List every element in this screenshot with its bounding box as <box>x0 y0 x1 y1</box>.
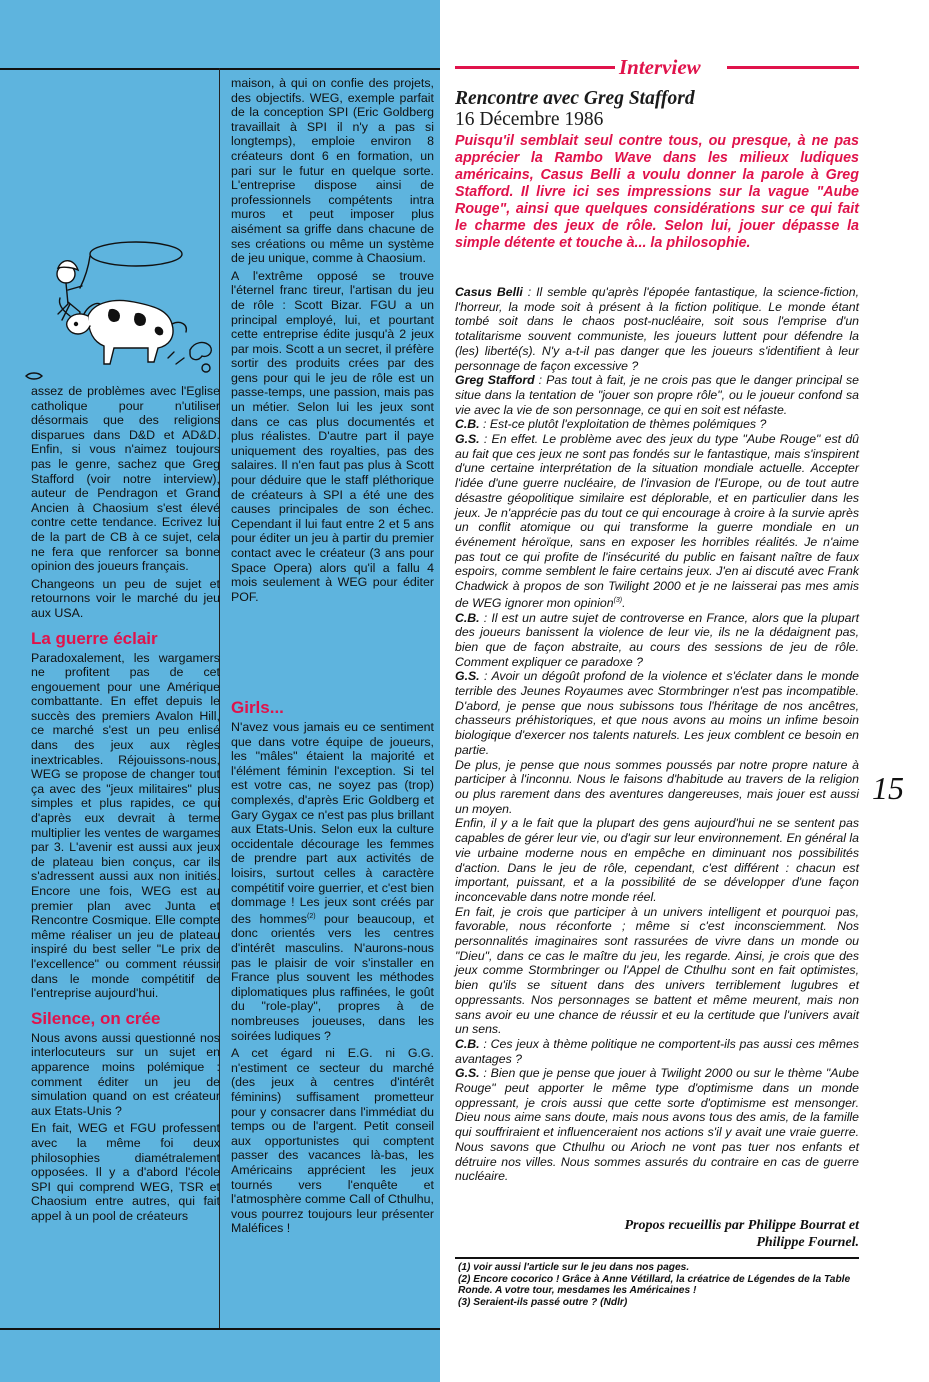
cowboy-riding-bull-illustration <box>18 240 218 386</box>
paragraph: Nous avons aussi questionné nos interlocuteurs sur un sujet en apparence moins polémique : comment éditer un jeu de simulation quand on est créateur aux Etats-Unis ? <box>31 1030 220 1118</box>
speaker-name: G.S. <box>455 1066 480 1081</box>
paragraph: A cet égard ni E.G. ni G.G. n'estiment ce secteur du marché (des jeux à centres d'intérêt féminins) suffisament prometteur pour y consacrer dans l'immédiat du temps ou de l'argent. Petit conseil aux opportunistes qui comptent passer des vacances là-bas, les Américains apprécient les jeux tournés vers l'enquête et l'atmosphère comme Call of Cthulhu, vous pourrez toujours leur présenter Maléfices ! <box>231 1046 434 1236</box>
speaker-name: C.B. <box>455 610 480 625</box>
footnote-rule <box>455 1257 859 1259</box>
interview-body <box>455 285 859 1184</box>
interview-intro: Puisqu'il semblait seul contre tous, ou presque, à ne pas apprécier la Rambo Wave dans les milieux ludiques américains, Casus Belli a voulu donner la parole à Greg Stafford. Il livre ici ses impressions sur la vague "Aube Rouge", ainsi que quelques considérations sur ce qui fait le charme des jeux de rôle. Selon lui, jouer dépasse la simple détente et touche à... la philosophie. <box>455 133 859 251</box>
section-heading: Girls... <box>231 698 284 717</box>
paragraph: Changeons un peu de sujet et retournons voir le marché du jeu aux USA. <box>31 576 220 620</box>
speaker-text: : Est-ce plutôt l'exploitation de thèmes polémiques ? <box>479 417 767 432</box>
paragraph: assez de problèmes avec l'Eglise catholique pour n'utiliser désormais que des religions disparues dans D&D et AD&D. Enfin, si vous n'aimez toujours pas le genre, sachez que Greg Stafford (voir notre interview), auteur de Pendragon et Grand Ancien à Chaosium s'est élevé contre cette tendance. Ecrivez lui de la part de CB à ce sujet, cela ne fera que renforcer sa bonne opinion des joueurs français. <box>31 384 220 574</box>
footnote: (1) voir aussi l'article sur le jeu dans nos pages. <box>458 1262 690 1273</box>
paragraph: En fait, WEG et FGU professent avec la même foi deux philosophies diamétralement opposées. Il y a d'abord l'école SPI qui comprend WEG, TSR et Chaosium entre autres, qui fait appel à un pool de créateurs <box>31 1121 220 1223</box>
bottom-rule <box>0 1328 440 1330</box>
byline-line-2: Philippe Fournel. <box>756 1235 859 1250</box>
speaker-text: De plus, je pense que nous sommes poussés par notre propre nature à participer à l'inconnu. Nous le faisons d'habitude au travers de la religion ou plus rarement dans des aventures dangereuses, mais jouer est aussi un moyen. <box>455 757 859 816</box>
section-banner <box>455 56 859 78</box>
speaker-text: : En effet. Le problème avec des jeux du type "Aube Rouge" est dû au fait que ces jeux ne sont pas fondés sur le fantastique, mais s'inspirent d'une certaine interprétation de la situation mondiale actuelle. Accepter l'idée d'une guerre nucléaire, de l'invasion de l'Europe, ou de tout autre désastre géopolitique similaire est déplorable, et en particulier dans les jeux. Je n'apprécie pas du tout ce qui encourage à croire à la survie après un conflit atomique ou qui transforme la guerre mondiale en un événement héroïque, sans en exposer les horribles réalités. Je n'aime pas tout ce qui profite de l'insécurité du public en faisant naître de faux espoirs, comme semblent le faire certains jeux. J'en ai discuté avec Frank Chadwick à propos de son Twilight 2000 et je ne laisserai pas mes amis de WEG ignorer mon opinion <box>455 432 859 610</box>
interview-paragraph <box>455 758 859 817</box>
footnote: (3) Seraient-ils passé outre ? (Ndlr) <box>458 1296 628 1308</box>
speaker-text: En fait, je crois que participer à un univers intelligent et pourquoi pas, favorable, nous réconforte ; même si c'est inconsciemment. Nos personnalités imaginaires sont rassurées de vivre dans un monde ou "Dieu", dans ce cas le maître du jeu, les regarde. Ainsi, je crois que des jeux comme Stormbringer ou l'Appel de Cthulhu sont en fait optimistes, bien qu'ils se situent dans des univers terriblement lugubres et oppressants. Nos personnages se battent et même meurent, mais non sans avoir eu une chance de réussir et eu la certitude que l'univers avait un sens. <box>455 904 859 1037</box>
paragraph: Paradoxalement, les wargamers ne profitent pas de cet engouement pour une Amérique combattante. En effet depuis le succès des premiers Avalon Hill, ce marché s'est un peu enlisé dans des jeux aux règles inextricables. Réjouissons-nous, WEG se propose de changer tout ça avec des "jeux militaires" plus simples et plus rapides, ce qui d'après eux devrait à terme multiplier les ventes de wargames par 3. L'avenir est aussi aux jeux de plateau bien conçus, car ils s'adressent aussi aux non initiés. Encore une fois, WEG est au premier plan avec Junta et Rencontre Cosmique. Elle compte même réaliser un jeu de plateau inspiré du best seller "Le prix de l'excellence" ou comment réussir dans le monde compétitif de l'entreprise aujourd'hui. <box>31 650 220 1001</box>
left-column-2-bottom <box>231 694 434 1239</box>
footnotes <box>458 1262 862 1308</box>
interview-title: Rencontre avec Greg Stafford <box>455 88 695 109</box>
interview-paragraph <box>455 417 859 432</box>
page-number: 15 <box>872 770 904 806</box>
left-column-2-top <box>231 76 434 607</box>
interview-paragraph <box>455 905 859 1037</box>
banner-rule-left <box>455 66 615 69</box>
speaker-text: : Ces jeux à thème politique ne comportent-ils pas aussi ces mêmes avantages ? <box>455 1036 859 1066</box>
paragraph <box>231 720 434 1043</box>
interview-paragraph <box>455 816 859 904</box>
left-column-1 <box>31 384 220 1226</box>
speaker-text: Enfin, il y a le fait que la plupart des gens aujourd'hui ne se sentent pas capables de gérer leur vie, ou d'agir sur leur environnement. En général la vie urbaine moderne nous en empêche en diminuant nos possibilités d'action. Dans le jeu de rôle, cependant, c'est différent : chacun est important, puissant, et a la possibilité de se développer d'une façon inconcevable dans notre monde réel. <box>455 816 859 904</box>
speaker-name: Casus Belli <box>455 285 523 299</box>
speaker-name: G.S. <box>455 669 480 684</box>
section-heading: La guerre éclair <box>31 628 158 648</box>
paragraph: A l'extrême opposé se trouve l'éternel franc tireur, l'artisan du jeu de rôle : Scott Bizar. FGU a un principal employé, lui, et pourtant cette entreprise édite jusqu'à 2 jeux par mois. Scott a un secret, il préfère sortir des produits crées par des gens pour qui le jeu de rôle est un passe-temps, une passion, mais pas un métier. Selon lui les jeux sont dans ce cas plus documentés et plus réalistes. D'autre part il paye uniquement des royalties, pas des salaires. Il n'en faut pas plus à Scott pour déduire que le staff pléthorique de créateurs à SPI a été une des causes principales de son échec. Cependant il lui faut entre 2 et 5 ans pour éditer un jeu à partir du premier contact avec le créateur (3 ans pour Space Opera) alors qu'il a fallu 4 mois seulement à WEG pour éditer POF. <box>231 268 434 604</box>
speaker-name: C.B. <box>455 417 480 432</box>
footnote-marker: (3) <box>613 596 623 604</box>
banner-label: Interview <box>619 55 701 79</box>
footnote-marker: (2) <box>306 912 316 920</box>
paragraph-text: pour beaucoup, et donc orientés vers les centres d'intérêt masculins. N'aurons-nous pas le plaisir de voir s'installer en France plus souvent les méthodes diplomatiques plus raffinées, le goût du "role-play", propres à de nombreuses joueuses, dans les soirées ludiques ? <box>231 911 435 1043</box>
interview-paragraph <box>455 285 859 373</box>
section-heading: Silence, on crée <box>31 1008 161 1028</box>
banner-rule-right <box>727 66 859 69</box>
speaker-text: : Bien que je pense que jouer à Twilight 2000 ou sur le thème "Aube Rouge" peut apporter le même type d'optimisme dans un monde oppressant, je crois aussi que cette sorte d'optimisme est mensonger. Dieu nous aime sans doute, mais nous avons tous des amis, de la famille qui souffriraient et influenceraient nos actions s'il y avait une vraie guerre. Nous savons que Cthulhu ou Arioch ne vont pas tuer nos enfants et détruire nos villes. Nous sommes assurés du contraire en cas de guerre nucléaire. <box>455 1066 859 1184</box>
interview-paragraph <box>455 432 859 611</box>
interview-date: 16 Décembre 1986 <box>455 109 604 130</box>
byline <box>510 1217 859 1251</box>
interview-paragraph <box>455 669 859 757</box>
speaker-text: : Pas tout à fait, je ne crois pas que le danger principal se situe dans la tentation de "jouer son propre rôle", ou le joueur confond sa vie avec la vie de son personnage, ce qui en soit est néfaste. <box>455 373 859 417</box>
byline-line-1: Propos recueillis par Philippe Bourrat et <box>624 1218 859 1233</box>
interview-paragraph <box>455 373 859 417</box>
speaker-text-end: . <box>622 595 626 610</box>
paragraph: maison, à qui on confie des projets, des objectifs. WEG, exemple parfait de la conception SPI (Eric Goldberg travaillait à SPI il n'y a pas si longtemps), emploie environ 8 créateurs dont 6 en formation, un pari sur le futur en quelque sorte. L'entreprise dispose ainsi de professionnels compétents intra muros et peut imposer plus aisément sa griffe dans chacune de ses créations ou même un système de jeu unique, comme à Chaosium. <box>231 76 434 266</box>
paragraph-text: N'avez vous jamais eu ce sentiment que dans votre équipe de joueurs, les "mâles" étaient la majorité et l'élément féminin l'exception. Si tel est votre cas, ne soyez pas (trop) complexés, d'après Eric Goldberg et Gary Gygax ce n'est pas plus brillant aux Etats-Unis. Selon eux la culture occidentale décourage les femmes de prendre part aux activités de loisirs, surtout celles à caractère compétitif voire guerrier, et c'est bien dommage ! Les jeux sont créés par des hommes <box>231 720 434 926</box>
footnote: (2) Encore cocorico ! Grâce à Anne Vétillard, la créatrice de Légendes de la Table Ronde. A votre tour, mesdames les Américaines ! <box>458 1273 851 1297</box>
interview-paragraph <box>455 1066 859 1184</box>
speaker-name: C.B. <box>455 1036 480 1051</box>
interview-paragraph <box>455 1037 859 1066</box>
speaker-text: : Avoir un dégoût profond de la violence et s'éclater dans le monde terrible des Jeunes Royaumes avec Stormbringer n'est pas incompatible. D'abord, je pense que nous subissons tous l'héritage de nos ancêtres, chasseurs préhistoriques, et que nous avons au moins un infime besoin biologique d'exercer nos talents naturels. Les jeux comblent ce besoin en partie. <box>455 669 859 757</box>
speaker-text: : Il est un autre sujet de controverse en France, alors que la plupart des joueurs banissent la violence de leur vie, ils ne la dédaignent pas, bien que de façon abstraite, au cours des sessions de jeu de rôle. Comment expliquer ce paradoxe ? <box>455 610 859 669</box>
speaker-text: : Il semble qu'après l'épopée fantastique, la science-fiction, l'horreur, la mode soit à présent à la fiction politique. Le monde étant tombé soit dans le chaos post-nucléaire, soit sous l'emprise d'un totalitarisme souvent communiste, les joueurs luttent pour défendre la (les) liberté(s). N'y a-t-il pas danger que les joueurs s'identifient à leur personnage de façon excessive ? <box>455 285 859 373</box>
speaker-name: Greg Stafford <box>455 373 535 388</box>
top-rule <box>0 68 440 70</box>
interview-paragraph <box>455 611 859 670</box>
speaker-name: G.S. <box>455 432 480 447</box>
